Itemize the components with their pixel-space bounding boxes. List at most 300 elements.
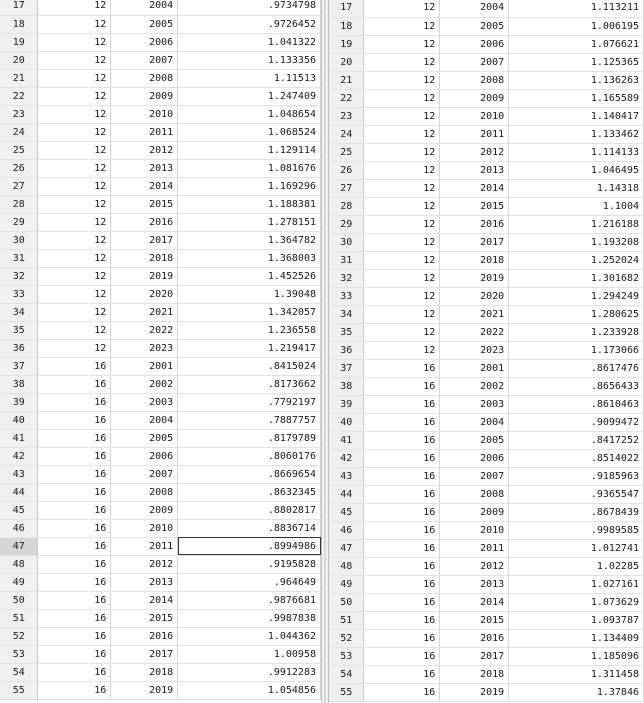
table-row[interactable] — [0, 609, 321, 627]
row-number[interactable]: 51 — [0, 609, 38, 627]
cell-id[interactable]: 12 — [38, 69, 111, 87]
cell-year[interactable]: 2008 — [440, 71, 509, 89]
cell-year[interactable]: 2009 — [111, 87, 178, 105]
table-row[interactable] — [329, 125, 644, 143]
table-row[interactable] — [329, 647, 644, 665]
row-number[interactable]: 51 — [329, 611, 364, 629]
row-number[interactable]: 29 — [329, 215, 364, 233]
cell-year[interactable]: 2022 — [440, 323, 509, 341]
data-grid-right[interactable] — [329, 0, 644, 703]
table-row[interactable] — [0, 213, 321, 231]
cell-id[interactable]: 12 — [364, 215, 440, 233]
cell-value[interactable]: .9912283 — [178, 663, 321, 681]
row-number[interactable]: 37 — [0, 357, 38, 375]
row-number[interactable]: 22 — [0, 87, 38, 105]
cell-id[interactable]: 12 — [364, 35, 440, 53]
cell-year[interactable]: 2004 — [440, 413, 509, 431]
table-row[interactable] — [329, 143, 644, 161]
table-row[interactable] — [0, 393, 321, 411]
row-number[interactable]: 38 — [329, 377, 364, 395]
table-row[interactable] — [329, 0, 644, 17]
row-number[interactable]: 53 — [0, 645, 38, 663]
cell-year[interactable]: 2010 — [111, 105, 178, 123]
cell-id[interactable]: 12 — [364, 125, 440, 143]
cell-value[interactable]: 1.185096 — [509, 647, 644, 665]
cell-value[interactable]: 1.233928 — [509, 323, 644, 341]
cell-value[interactable]: 1.046495 — [509, 161, 644, 179]
table-row[interactable] — [0, 195, 321, 213]
cell-id[interactable]: 16 — [38, 483, 111, 501]
table-row[interactable] — [329, 323, 644, 341]
table-row[interactable] — [329, 431, 644, 449]
row-number[interactable]: 27 — [0, 177, 38, 195]
cell-year[interactable]: 2021 — [440, 305, 509, 323]
table-row[interactable] — [0, 465, 321, 483]
cell-value[interactable]: .9989585 — [509, 521, 644, 539]
cell-id[interactable]: 16 — [38, 537, 111, 555]
cell-value[interactable]: .8678439 — [509, 503, 644, 521]
row-number[interactable]: 25 — [329, 143, 364, 161]
cell-value[interactable]: .8060176 — [178, 447, 321, 465]
table-row[interactable] — [0, 87, 321, 105]
cell-value[interactable]: 1.027161 — [509, 575, 644, 593]
cell-year[interactable]: 2002 — [111, 375, 178, 393]
cell-year[interactable]: 2023 — [111, 339, 178, 357]
cell-value[interactable]: .8173662 — [178, 375, 321, 393]
cell-id[interactable]: 12 — [38, 213, 111, 231]
table-row[interactable] — [0, 339, 321, 357]
cell-id[interactable]: 12 — [38, 303, 111, 321]
cell-year[interactable]: 2019 — [440, 269, 509, 287]
table-row[interactable] — [0, 627, 321, 645]
cell-year[interactable]: 2015 — [440, 611, 509, 629]
cell-year[interactable]: 2004 — [440, 0, 509, 17]
row-number[interactable]: 41 — [0, 429, 38, 447]
table-row[interactable] — [0, 429, 321, 447]
cell-year[interactable]: 2021 — [111, 303, 178, 321]
cell-year[interactable]: 2007 — [440, 467, 509, 485]
table-row[interactable] — [0, 69, 321, 87]
row-number[interactable]: 43 — [329, 467, 364, 485]
table-row[interactable] — [329, 629, 644, 647]
table-row[interactable] — [0, 321, 321, 339]
table-row[interactable] — [329, 557, 644, 575]
cell-id[interactable]: 16 — [364, 395, 440, 413]
cell-id[interactable]: 16 — [38, 627, 111, 645]
cell-value[interactable]: 1.193208 — [509, 233, 644, 251]
row-number[interactable]: 55 — [0, 681, 38, 699]
cell-id[interactable]: 16 — [364, 539, 440, 557]
cell-year[interactable]: 2001 — [111, 357, 178, 375]
row-number[interactable]: 45 — [329, 503, 364, 521]
cell-value[interactable]: 1.342057 — [178, 303, 321, 321]
cell-id[interactable]: 12 — [364, 0, 440, 17]
row-number[interactable]: 48 — [0, 555, 38, 573]
cell-year[interactable]: 2004 — [111, 411, 178, 429]
row-number[interactable]: 27 — [329, 179, 364, 197]
cell-id[interactable]: 16 — [38, 663, 111, 681]
cell-year[interactable]: 2014 — [111, 177, 178, 195]
cell-id[interactable]: 16 — [364, 377, 440, 395]
row-number[interactable]: 43 — [0, 465, 38, 483]
table-row[interactable] — [0, 33, 321, 51]
table-row[interactable] — [0, 501, 321, 519]
cell-value[interactable]: .8632345 — [178, 483, 321, 501]
cell-id[interactable]: 16 — [38, 501, 111, 519]
row-number[interactable]: 44 — [0, 483, 38, 501]
row-number[interactable]: 47 — [0, 537, 38, 555]
data-grid-left[interactable] — [0, 0, 321, 703]
cell-id[interactable]: 12 — [38, 123, 111, 141]
cell-value[interactable]: .964649 — [178, 573, 321, 591]
cell-value[interactable]: 1.136263 — [509, 71, 644, 89]
cell-id[interactable]: 16 — [364, 413, 440, 431]
cell-year[interactable]: 2006 — [440, 35, 509, 53]
cell-id[interactable]: 16 — [364, 359, 440, 377]
cell-value[interactable]: 1.00958 — [178, 645, 321, 663]
cell-id[interactable]: 12 — [38, 105, 111, 123]
cell-value[interactable]: 1.076621 — [509, 35, 644, 53]
cell-year[interactable]: 2010 — [440, 107, 509, 125]
cell-id[interactable]: 12 — [38, 321, 111, 339]
cell-value[interactable]: 1.006195 — [509, 17, 644, 35]
cell-year[interactable]: 2004 — [111, 0, 178, 15]
cell-id[interactable]: 12 — [38, 0, 111, 15]
table-row[interactable] — [329, 269, 644, 287]
table-row[interactable] — [329, 89, 644, 107]
cell-year[interactable]: 2008 — [111, 69, 178, 87]
cell-value[interactable]: 1.165589 — [509, 89, 644, 107]
table-row[interactable] — [0, 105, 321, 123]
row-number[interactable]: 39 — [0, 393, 38, 411]
table-row[interactable] — [0, 285, 321, 303]
row-number[interactable]: 54 — [329, 665, 364, 683]
cell-id[interactable]: 12 — [364, 323, 440, 341]
table-row[interactable] — [0, 303, 321, 321]
row-number[interactable]: 40 — [329, 413, 364, 431]
cell-year[interactable]: 2016 — [111, 213, 178, 231]
cell-id[interactable]: 16 — [38, 555, 111, 573]
cell-year[interactable]: 2005 — [111, 15, 178, 33]
cell-value[interactable]: 1.133462 — [509, 125, 644, 143]
cell-year[interactable]: 2009 — [111, 501, 178, 519]
cell-year[interactable]: 2002 — [440, 377, 509, 395]
cell-id[interactable]: 16 — [38, 357, 111, 375]
cell-value[interactable]: 1.044362 — [178, 627, 321, 645]
cell-year[interactable]: 2014 — [440, 179, 509, 197]
cell-year[interactable]: 2015 — [111, 609, 178, 627]
cell-id[interactable]: 12 — [38, 33, 111, 51]
table-row[interactable] — [0, 141, 321, 159]
row-number[interactable]: 23 — [329, 107, 364, 125]
cell-id[interactable]: 16 — [38, 519, 111, 537]
table-row[interactable] — [0, 411, 321, 429]
cell-id[interactable]: 12 — [38, 159, 111, 177]
cell-id[interactable]: 12 — [364, 179, 440, 197]
cell-id[interactable]: 16 — [364, 503, 440, 521]
cell-value[interactable]: 1.068524 — [178, 123, 321, 141]
cell-value[interactable]: .8415024 — [178, 357, 321, 375]
cell-value[interactable]: 1.39048 — [178, 285, 321, 303]
cell-year[interactable]: 2009 — [440, 503, 509, 521]
table-row[interactable] — [329, 35, 644, 53]
table-row[interactable] — [329, 539, 644, 557]
cell-value[interactable]: .9099472 — [509, 413, 644, 431]
table-row[interactable] — [0, 249, 321, 267]
cell-year[interactable]: 2006 — [111, 447, 178, 465]
cell-year[interactable]: 2003 — [440, 395, 509, 413]
row-number[interactable]: 48 — [329, 557, 364, 575]
table-row[interactable] — [329, 251, 644, 269]
cell-id[interactable]: 16 — [364, 557, 440, 575]
table-row[interactable] — [329, 683, 644, 701]
cell-id[interactable]: 12 — [38, 267, 111, 285]
row-number[interactable]: 24 — [329, 125, 364, 143]
cell-value[interactable]: .9876681 — [178, 591, 321, 609]
row-number[interactable]: 47 — [329, 539, 364, 557]
cell-value[interactable]: 1.134409 — [509, 629, 644, 647]
cell-value[interactable]: 1.311458 — [509, 665, 644, 683]
cell-value[interactable]: .8669654 — [178, 465, 321, 483]
cell-id[interactable]: 16 — [38, 609, 111, 627]
cell-id[interactable]: 16 — [38, 447, 111, 465]
cell-id[interactable]: 12 — [364, 287, 440, 305]
cell-id[interactable]: 16 — [364, 683, 440, 701]
table-row[interactable] — [0, 0, 321, 15]
row-number[interactable]: 49 — [329, 575, 364, 593]
table-row[interactable] — [0, 231, 321, 249]
cell-id[interactable]: 12 — [38, 141, 111, 159]
cell-year[interactable]: 2015 — [111, 195, 178, 213]
cell-year[interactable]: 2013 — [440, 575, 509, 593]
table-row[interactable] — [0, 267, 321, 285]
row-number[interactable]: 34 — [0, 303, 38, 321]
row-number[interactable]: 42 — [0, 447, 38, 465]
cell-id[interactable]: 16 — [38, 681, 111, 699]
cell-value[interactable]: 1.054856 — [178, 681, 321, 699]
row-number[interactable]: 34 — [329, 305, 364, 323]
row-number[interactable]: 41 — [329, 431, 364, 449]
cell-value[interactable]: .9365547 — [509, 485, 644, 503]
cell-value[interactable]: .8994986 — [178, 537, 321, 555]
cell-year[interactable]: 2006 — [111, 33, 178, 51]
cell-id[interactable]: 16 — [364, 431, 440, 449]
cell-year[interactable]: 2019 — [440, 683, 509, 701]
table-row[interactable] — [0, 591, 321, 609]
cell-id[interactable]: 16 — [364, 485, 440, 503]
row-number[interactable]: 39 — [329, 395, 364, 413]
cell-year[interactable]: 2011 — [440, 539, 509, 557]
cell-value[interactable]: 1.280625 — [509, 305, 644, 323]
cell-year[interactable]: 2014 — [440, 593, 509, 611]
row-number[interactable]: 28 — [329, 197, 364, 215]
table-row[interactable] — [329, 179, 644, 197]
cell-value[interactable]: 1.364782 — [178, 231, 321, 249]
cell-value[interactable]: .8836714 — [178, 519, 321, 537]
cell-id[interactable]: 16 — [364, 665, 440, 683]
row-number[interactable]: 17 — [0, 0, 38, 15]
row-number[interactable]: 38 — [0, 375, 38, 393]
row-number[interactable]: 28 — [0, 195, 38, 213]
cell-value[interactable]: .8417252 — [509, 431, 644, 449]
cell-value[interactable]: 1.37846 — [509, 683, 644, 701]
row-number[interactable]: 32 — [0, 267, 38, 285]
cell-year[interactable]: 2016 — [440, 629, 509, 647]
cell-id[interactable]: 12 — [364, 269, 440, 287]
cell-id[interactable]: 16 — [38, 573, 111, 591]
table-row[interactable] — [0, 159, 321, 177]
table-row[interactable] — [329, 467, 644, 485]
cell-id[interactable]: 16 — [38, 375, 111, 393]
cell-id[interactable]: 16 — [364, 611, 440, 629]
cell-id[interactable]: 16 — [364, 521, 440, 539]
cell-id[interactable]: 12 — [38, 339, 111, 357]
row-number[interactable]: 31 — [0, 249, 38, 267]
table-row[interactable] — [0, 123, 321, 141]
row-number[interactable]: 54 — [0, 663, 38, 681]
cell-id[interactable]: 12 — [364, 89, 440, 107]
cell-value[interactable]: .8656433 — [509, 377, 644, 395]
pane-splitter[interactable] — [321, 0, 329, 703]
row-number[interactable]: 22 — [329, 89, 364, 107]
row-number[interactable]: 18 — [0, 15, 38, 33]
row-number[interactable]: 33 — [329, 287, 364, 305]
cell-value[interactable]: 1.278151 — [178, 213, 321, 231]
row-number[interactable]: 33 — [0, 285, 38, 303]
cell-year[interactable]: 2012 — [440, 557, 509, 575]
cell-year[interactable]: 2013 — [111, 573, 178, 591]
row-number[interactable]: 30 — [0, 231, 38, 249]
cell-id[interactable]: 12 — [364, 197, 440, 215]
cell-id[interactable]: 16 — [38, 411, 111, 429]
table-row[interactable] — [329, 197, 644, 215]
table-row[interactable] — [0, 357, 321, 375]
table-row[interactable] — [0, 537, 321, 555]
cell-year[interactable]: 2017 — [440, 647, 509, 665]
row-number[interactable]: 55 — [329, 683, 364, 701]
row-number[interactable]: 18 — [329, 17, 364, 35]
table-row[interactable] — [329, 575, 644, 593]
cell-value[interactable]: 1.247409 — [178, 87, 321, 105]
cell-id[interactable]: 12 — [364, 341, 440, 359]
table-row[interactable] — [329, 665, 644, 683]
cell-year[interactable]: 2007 — [111, 465, 178, 483]
row-number[interactable]: 52 — [0, 627, 38, 645]
cell-id[interactable]: 12 — [364, 233, 440, 251]
cell-year[interactable]: 2005 — [111, 429, 178, 447]
row-number[interactable]: 31 — [329, 251, 364, 269]
cell-id[interactable]: 16 — [364, 575, 440, 593]
cell-year[interactable]: 2007 — [440, 53, 509, 71]
cell-value[interactable]: 1.073629 — [509, 593, 644, 611]
table-row[interactable] — [329, 359, 644, 377]
cell-value[interactable]: 1.173066 — [509, 341, 644, 359]
row-number[interactable]: 21 — [329, 71, 364, 89]
row-number[interactable]: 21 — [0, 69, 38, 87]
cell-year[interactable]: 2020 — [111, 285, 178, 303]
cell-id[interactable]: 12 — [38, 15, 111, 33]
cell-year[interactable]: 2018 — [111, 249, 178, 267]
cell-year[interactable]: 2003 — [111, 393, 178, 411]
row-number[interactable]: 19 — [329, 35, 364, 53]
cell-id[interactable]: 12 — [364, 161, 440, 179]
cell-value[interactable]: 1.368003 — [178, 249, 321, 267]
cell-year[interactable]: 2020 — [440, 287, 509, 305]
cell-value[interactable]: 1.169296 — [178, 177, 321, 195]
cell-year[interactable]: 2011 — [440, 125, 509, 143]
table-row[interactable] — [0, 555, 321, 573]
row-number[interactable]: 26 — [0, 159, 38, 177]
table-row[interactable] — [329, 377, 644, 395]
cell-year[interactable]: 2015 — [440, 197, 509, 215]
table-row[interactable] — [0, 15, 321, 33]
cell-value[interactable]: 1.113211 — [509, 0, 644, 17]
cell-year[interactable]: 2014 — [111, 591, 178, 609]
table-row[interactable] — [329, 107, 644, 125]
table-row[interactable] — [329, 17, 644, 35]
table-row[interactable] — [329, 341, 644, 359]
row-number[interactable]: 36 — [329, 341, 364, 359]
cell-year[interactable]: 2010 — [440, 521, 509, 539]
cell-value[interactable]: 1.188381 — [178, 195, 321, 213]
table-row[interactable] — [329, 305, 644, 323]
cell-value[interactable]: 1.294249 — [509, 287, 644, 305]
cell-year[interactable]: 2018 — [440, 251, 509, 269]
row-number[interactable]: 35 — [0, 321, 38, 339]
cell-value[interactable]: .8179789 — [178, 429, 321, 447]
cell-year[interactable]: 2018 — [440, 665, 509, 683]
table-row[interactable] — [0, 177, 321, 195]
cell-year[interactable]: 2019 — [111, 681, 178, 699]
row-number[interactable]: 24 — [0, 123, 38, 141]
cell-id[interactable]: 12 — [38, 87, 111, 105]
row-number[interactable]: 17 — [329, 0, 364, 17]
table-row[interactable] — [0, 51, 321, 69]
cell-value[interactable]: 1.02285 — [509, 557, 644, 575]
row-number[interactable]: 30 — [329, 233, 364, 251]
cell-value[interactable]: 1.129114 — [178, 141, 321, 159]
table-row[interactable] — [329, 449, 644, 467]
row-number[interactable]: 25 — [0, 141, 38, 159]
row-number[interactable]: 23 — [0, 105, 38, 123]
cell-id[interactable]: 12 — [364, 17, 440, 35]
table-row[interactable] — [329, 71, 644, 89]
row-number[interactable]: 44 — [329, 485, 364, 503]
row-number[interactable]: 26 — [329, 161, 364, 179]
cell-value[interactable]: 1.012741 — [509, 539, 644, 557]
cell-value[interactable]: .8617476 — [509, 359, 644, 377]
row-number[interactable]: 20 — [0, 51, 38, 69]
cell-value[interactable]: 1.093787 — [509, 611, 644, 629]
row-number[interactable]: 50 — [0, 591, 38, 609]
cell-year[interactable]: 2010 — [111, 519, 178, 537]
row-number[interactable]: 37 — [329, 359, 364, 377]
cell-value[interactable]: .7792197 — [178, 393, 321, 411]
cell-year[interactable]: 2019 — [111, 267, 178, 285]
row-number[interactable]: 35 — [329, 323, 364, 341]
row-number[interactable]: 53 — [329, 647, 364, 665]
cell-id[interactable]: 16 — [364, 467, 440, 485]
table-row[interactable] — [329, 395, 644, 413]
cell-year[interactable]: 2005 — [440, 17, 509, 35]
table-row[interactable] — [329, 287, 644, 305]
cell-id[interactable]: 12 — [38, 195, 111, 213]
cell-value[interactable]: 1.1004 — [509, 197, 644, 215]
row-number[interactable]: 46 — [329, 521, 364, 539]
row-number[interactable]: 29 — [0, 213, 38, 231]
cell-year[interactable]: 2017 — [111, 231, 178, 249]
cell-year[interactable]: 2007 — [111, 51, 178, 69]
